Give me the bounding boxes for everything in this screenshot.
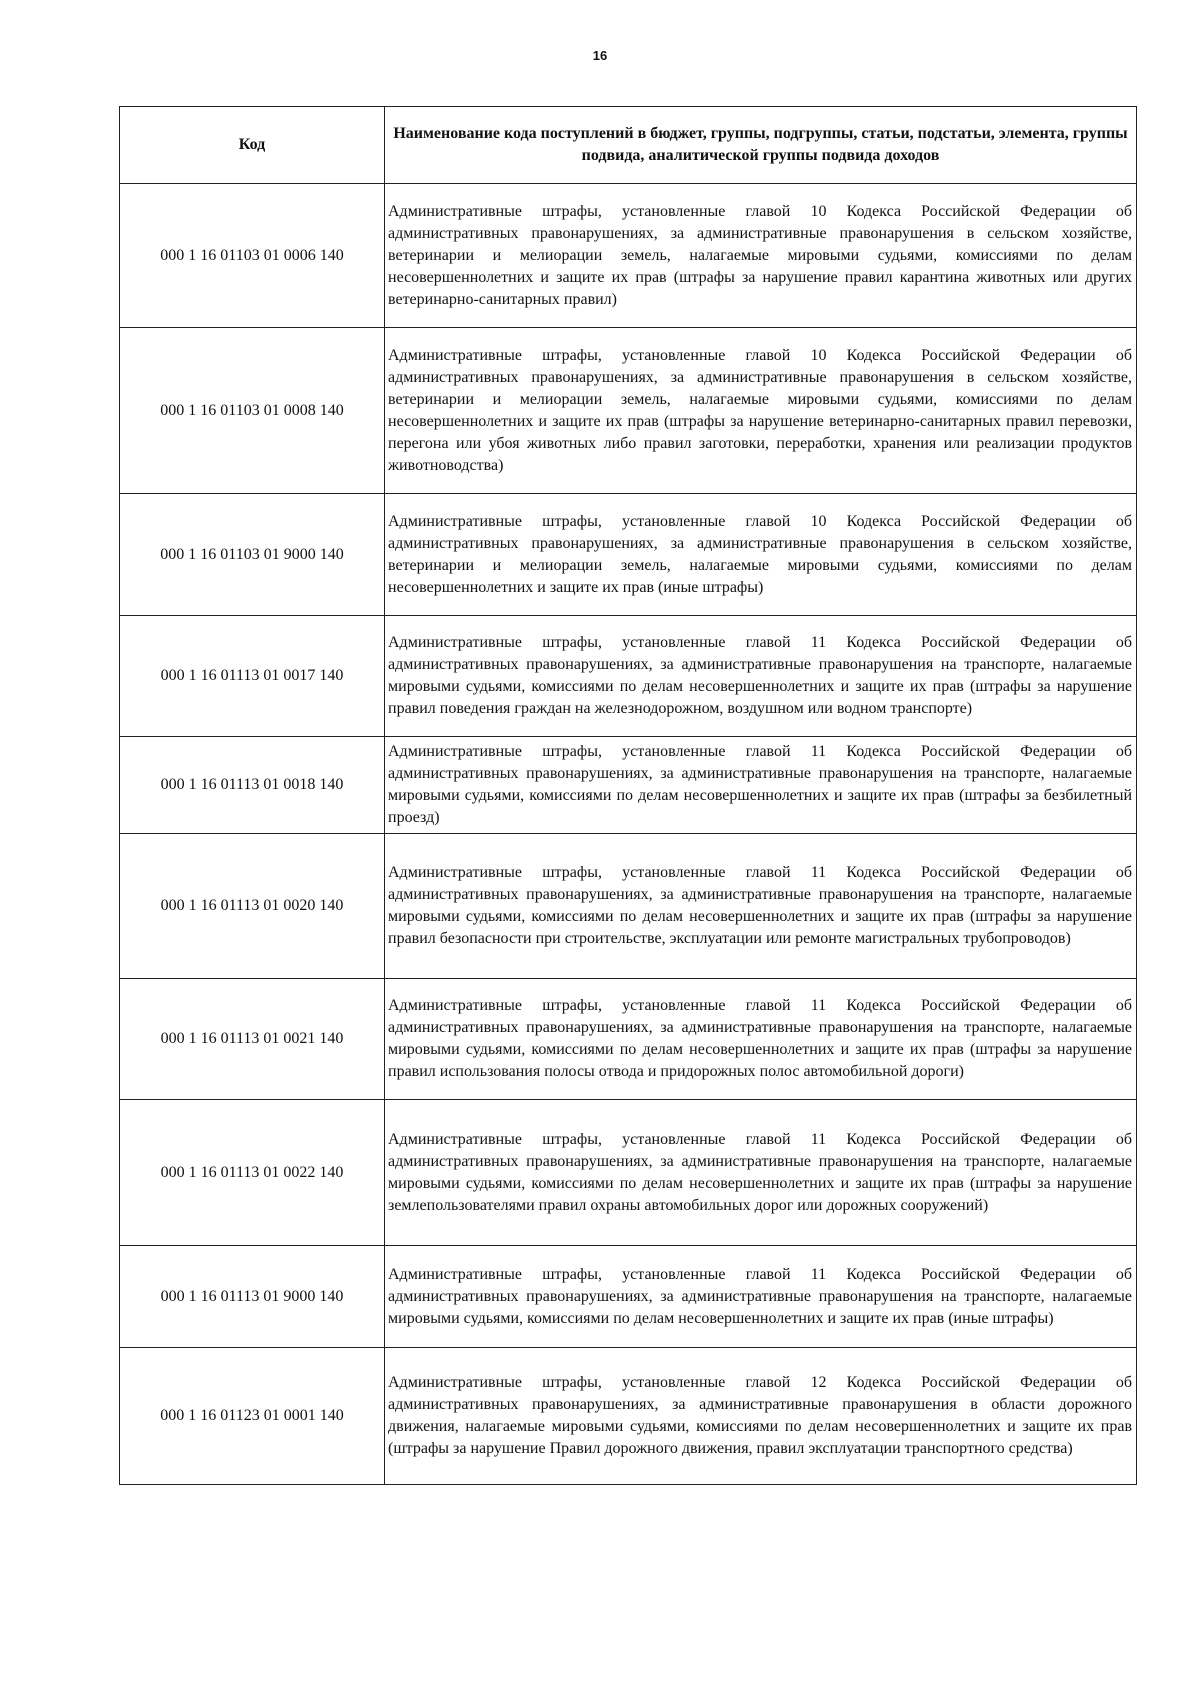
table-header-row	[120, 107, 1137, 184]
code-cell: 000 1 16 01103 01 9000 140	[120, 494, 385, 616]
revenue-codes-table	[119, 106, 1137, 1485]
name-cell: Административные штрафы, установленные главой 10 Кодекса Российской Федерации об административных правонарушениях, за административные правонарушения в сельском хозяйстве, ветеринарии и мелиорации земель, налагаемые мировыми судьями, комиссиями по делам несовершеннолетних и защите их прав (штрафы за нарушение правил карантина животных или других ветеринарно-санитарных правил)	[385, 184, 1137, 328]
column-header-name: Наименование кода поступлений в бюджет, группы, подгруппы, статьи, подстатьи, элемента, группы подвида, аналитической группы подвида доходов	[385, 107, 1137, 184]
table-body	[120, 184, 1137, 1485]
code-cell: 000 1 16 01113 01 0018 140	[120, 737, 385, 834]
column-header-code: Код	[120, 107, 385, 184]
name-cell: Административные штрафы, установленные главой 11 Кодекса Российской Федерации об административных правонарушениях, за административные правонарушения на транспорте, налагаемые мировыми судьями, комиссиями по делам несовершеннолетних и защите их прав (иные штрафы)	[385, 1246, 1137, 1348]
table-row	[120, 737, 1137, 834]
table-header	[120, 107, 1137, 184]
name-cell: Административные штрафы, установленные главой 11 Кодекса Российской Федерации об административных правонарушениях, за административные правонарушения на транспорте, налагаемые мировыми судьями, комиссиями по делам несовершеннолетних и защите их прав (штрафы за нарушение правил безопасности при строительстве, эксплуатации или ремонте магистральных трубопроводов)	[385, 834, 1137, 979]
code-cell: 000 1 16 01113 01 0017 140	[120, 616, 385, 737]
table-row	[120, 1100, 1137, 1246]
code-cell: 000 1 16 01113 01 0022 140	[120, 1100, 385, 1246]
name-cell: Административные штрафы, установленные главой 11 Кодекса Российской Федерации об административных правонарушениях, за административные правонарушения на транспорте, налагаемые мировыми судьями, комиссиями по делам несовершеннолетних и защите их прав (штрафы за нарушение землепользователями правил охраны автомобильных дорог или дорожных сооружений)	[385, 1100, 1137, 1246]
code-cell: 000 1 16 01113 01 9000 140	[120, 1246, 385, 1348]
table-row	[120, 328, 1137, 494]
table-row	[120, 979, 1137, 1100]
name-cell: Административные штрафы, установленные главой 11 Кодекса Российской Федерации об административных правонарушениях, за административные правонарушения на транспорте, налагаемые мировыми судьями, комиссиями по делам несовершеннолетних и защите их прав (штрафы за безбилетный проезд)	[385, 737, 1137, 834]
page-number: 16	[592, 48, 608, 63]
name-cell: Административные штрафы, установленные главой 10 Кодекса Российской Федерации об административных правонарушениях, за административные правонарушения в сельском хозяйстве, ветеринарии и мелиорации земель, налагаемые мировыми судьями, комиссиями по делам несовершеннолетних и защите их прав (штрафы за нарушение ветеринарно-санитарных правил перевозки, перегона или убоя животных либо правил заготовки, переработки, хранения или реализации продуктов животноводства)	[385, 328, 1137, 494]
name-cell: Административные штрафы, установленные главой 11 Кодекса Российской Федерации об административных правонарушениях, за административные правонарушения на транспорте, налагаемые мировыми судьями, комиссиями по делам несовершеннолетних и защите их прав (штрафы за нарушение правил поведения граждан на железнодорожном, воздушном или водном транспорте)	[385, 616, 1137, 737]
code-cell: 000 1 16 01113 01 0020 140	[120, 834, 385, 979]
table-row	[120, 1246, 1137, 1348]
table-row	[120, 616, 1137, 737]
table-row	[120, 1348, 1137, 1485]
name-cell: Административные штрафы, установленные главой 10 Кодекса Российской Федерации об административных правонарушениях, за административные правонарушения в сельском хозяйстве, ветеринарии и мелиорации земель, налагаемые мировыми судьями, комиссиями по делам несовершеннолетних и защите их прав (иные штрафы)	[385, 494, 1137, 616]
table-row	[120, 494, 1137, 616]
code-cell: 000 1 16 01103 01 0008 140	[120, 328, 385, 494]
table-row	[120, 834, 1137, 979]
table-row	[120, 184, 1137, 328]
code-cell: 000 1 16 01103 01 0006 140	[120, 184, 385, 328]
name-cell: Административные штрафы, установленные главой 12 Кодекса Российской Федерации об административных правонарушениях, за административные правонарушения в области дорожного движения, налагаемые мировыми судьями, комиссиями по делам несовершеннолетних и защите их прав (штрафы за нарушение Правил дорожного движения, правил эксплуатации транспортного средства)	[385, 1348, 1137, 1485]
code-cell: 000 1 16 01113 01 0021 140	[120, 979, 385, 1100]
name-cell: Административные штрафы, установленные главой 11 Кодекса Российской Федерации об административных правонарушениях, за административные правонарушения на транспорте, налагаемые мировыми судьями, комиссиями по делам несовершеннолетних и защите их прав (штрафы за нарушение правил использования полосы отвода и придорожных полос автомобильной дороги)	[385, 979, 1137, 1100]
code-cell: 000 1 16 01123 01 0001 140	[120, 1348, 385, 1485]
